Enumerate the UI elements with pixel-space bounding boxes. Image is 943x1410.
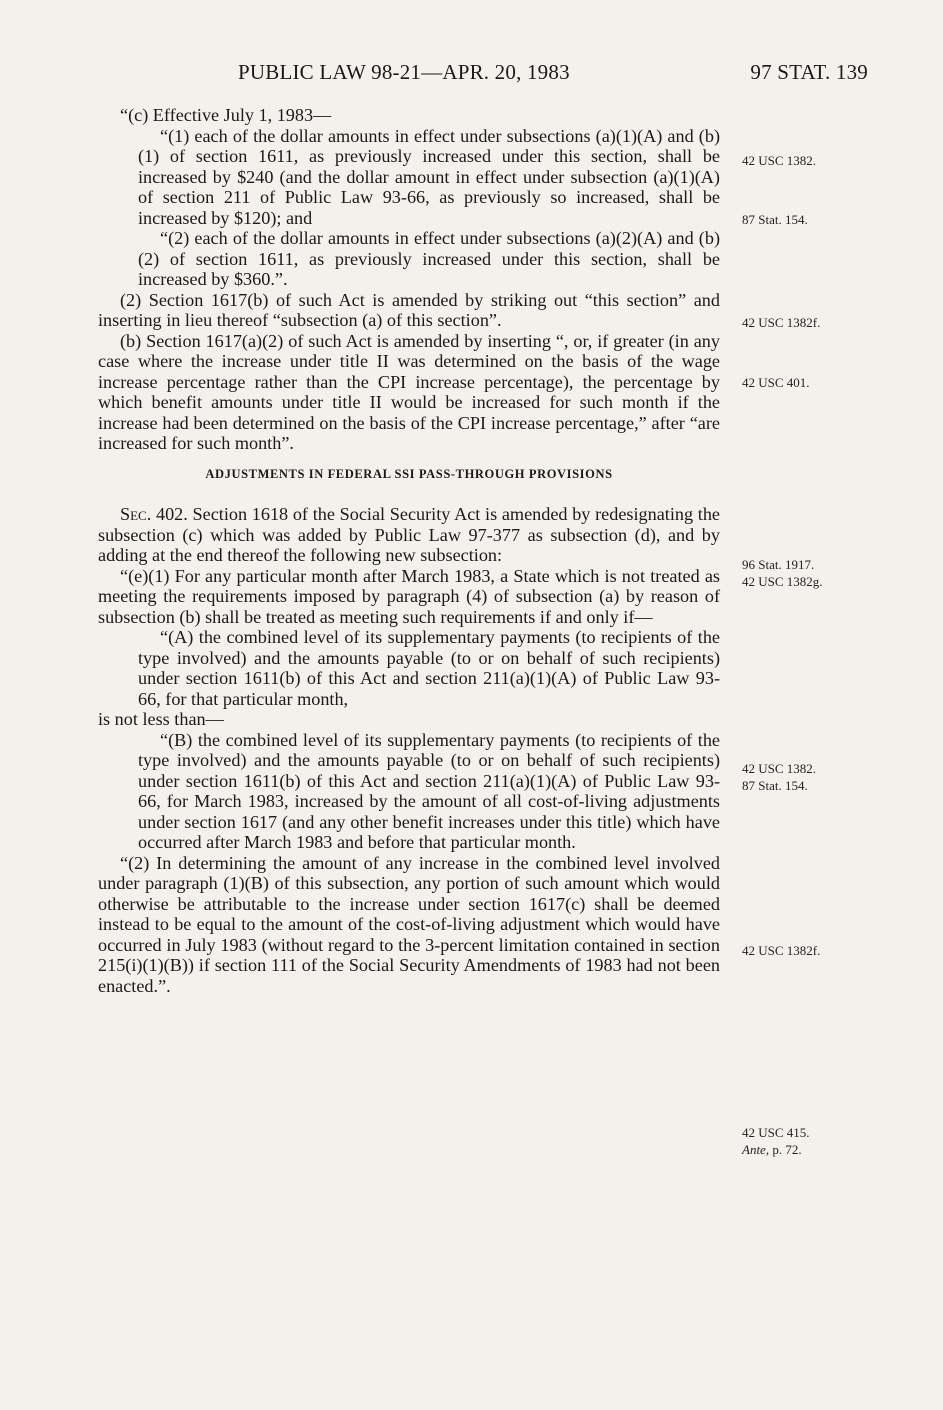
paragraph-not-less-than: is not less than— — [98, 709, 224, 729]
margin-note-6 — [742, 760, 816, 794]
header-title: PUBLIC LAW 98-21—APR. 20, 1983 — [238, 60, 570, 84]
section-heading: ADJUSTMENTS IN FEDERAL SSI PASS-THROUGH PROVISIONS — [205, 466, 613, 481]
document-body — [98, 105, 720, 996]
margin-citation: 96 Stat. 1917. — [742, 557, 815, 572]
paragraph-sec-402 — [98, 504, 720, 566]
paragraph-e2: “(2) In determining the amount of any increase in the combined level involved under paragraph (1)(B) of this subsection, any portion of such amount which would otherwise be attributable to the increase under section 1617(c) shall be deemed instead to be equal to the amount of the cost-of-living adjustment which would have occurred in July 1983 (without regard to the 3-percent limitation contained in section 215(i)(1)(B)) if section 111 of the Social Security Amendments of 1983 had not been enacted.”. — [98, 852, 720, 996]
margin-citation: 42 USC 1382. — [742, 761, 817, 776]
header-stat-page: 97 STAT. 139 — [750, 60, 868, 84]
margin-note-4 — [742, 374, 810, 391]
margin-citation: 87 Stat. 154. — [742, 778, 808, 793]
margin-citation-ante: Ante, p. 72. — [742, 1142, 802, 1157]
paragraph-eB: “(B) the combined level of its supplementary payments (to recipients of the type involved) and the amounts payable (to or on behalf of such recipients) under section 1611(b) of this Act and section 211(a)(1)(A) of Public Law 93-66, for March 1983, increased by the amount of all cost-of-living adjustments under section 1617 (and any other benefit increases under this title) which have occurred after March 1983 and before that particular month. — [138, 729, 720, 852]
margin-citation: 42 USC 415. — [742, 1125, 810, 1140]
paragraph-c-effective: “(c) Effective July 1, 1983— — [120, 105, 332, 125]
margin-citation: 42 USC 1382g. — [742, 574, 823, 589]
margin-note-8 — [742, 1124, 810, 1158]
paragraph-c1: “(1) each of the dollar amounts in effect under subsections (a)(1)(A) and (b)(1) of section 1611, as previously increased under this section, shall be increased by $240 (and the dollar amount in effect under subsection (a)(1)(A) of section 211 of Public Law 93-66, as previously so increased, shall be increased by $120); and — [138, 125, 720, 228]
margin-citation: 42 USC 1382f. — [742, 943, 821, 958]
paragraph-e1: “(e)(1) For any particular month after March 1983, a State which is not treated as meeting the requirements imposed by paragraph (4) of subsection (a) by reason of subsection (b) shall be treated as meeting such requirements if and only if— — [98, 565, 720, 627]
margin-note-5 — [742, 556, 823, 590]
margin-citation: 42 USC 1382. — [742, 153, 817, 168]
margin-note-7 — [742, 942, 820, 959]
sec-402-text: Section 1618 of the Social Security Act is amended by redesignating the subsection (c) which was added by Public Law 97-377 as subsection (d), and by adding at the end thereof the following new subsection: — [98, 504, 720, 565]
margin-citation: 42 USC 1382f. — [742, 315, 821, 330]
sec-402-label: Sec. 402. — [120, 504, 188, 524]
margin-citation: 42 USC 401. — [742, 375, 810, 390]
paragraph-section-2: (2) Section 1617(b) of such Act is amended by striking out “this section” and inserting in lieu thereof “subsection (a) of this section”. — [98, 289, 720, 330]
margin-note-1 — [742, 152, 816, 169]
paragraph-c2: “(2) each of the dollar amounts in effect under subsections (a)(2)(A) and (b)(2) of section 1611, as previously increased under this section, shall be increased by $360.”. — [138, 228, 720, 289]
paragraph-eA: “(A) the combined level of its supplementary payments (to recipients of the type involved) and the amounts payable (to or on behalf of such recipients) under section 1611(b) of this Act and section 211(a)(1)(A) of Public Law 93-66, for that particular month, — [138, 627, 720, 709]
margin-note-2 — [742, 211, 808, 228]
margin-note-3 — [742, 314, 820, 331]
margin-citation: 87 Stat. 154. — [742, 212, 808, 227]
paragraph-section-b: (b) Section 1617(a)(2) of such Act is amended by inserting “, or, if greater (in any case where the increase under title II was determined on the basis of the wage increase percentage rather than the CPI increase percentage), the percentage by which benefit amounts under title II would be increased for such month if the increase had been determined on the basis of the CPI increase percentage,” after “are increased for such month”. — [98, 330, 720, 453]
